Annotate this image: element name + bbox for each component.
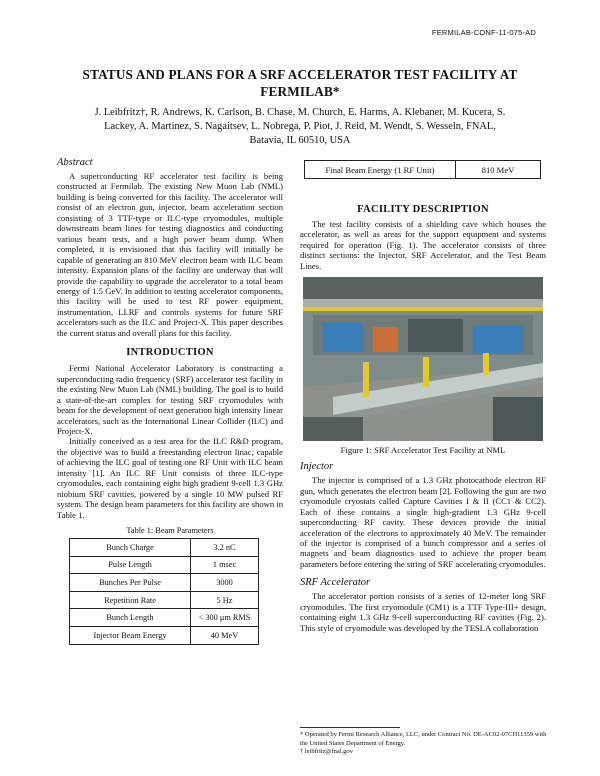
table-row	[70, 574, 259, 592]
table-cell-label: Final Beam Energy (1 RF Unit)	[305, 161, 456, 179]
introduction-paragraph: Fermi National Accelerator Laboratory is constructing a superconducting radio frequency (SRF) accelerator test facility in the existing New Muon Lab (NML) building. The goal is to build a state-of-the-art complex for testing SRF cryomodules with beam for the development of next generation high intensity linear accelerators, such as the International Linear Collider (ILC) and Project-X.	[57, 363, 283, 436]
photo-support-stand	[423, 357, 429, 387]
report-id: FERMILAB-CONF-11-075-AD	[431, 28, 536, 37]
table-row	[70, 591, 259, 609]
photo-equipment-rack	[323, 322, 363, 352]
table-cell-value: 5 Hz	[191, 591, 259, 609]
table-cell-label: Injector Beam Energy	[70, 627, 191, 645]
table-row	[70, 609, 259, 627]
photo-equipment	[373, 327, 398, 352]
table-cell-label: Bunch Length	[70, 609, 191, 627]
srf-accelerator-heading: SRF Accelerator	[300, 577, 371, 589]
left-column	[57, 156, 283, 645]
table-cell-value: 40 MeV	[191, 627, 259, 645]
author-affiliation: Batavia, IL 60510, USA	[249, 135, 351, 147]
beam-parameters-table-continued	[304, 160, 541, 179]
paper-title	[50, 66, 550, 100]
photo-support-stand	[363, 362, 369, 397]
author-line: Lackey, A. Martinez, S. Nagaitsev, L. Nobrega, P. Piot, J. Reid, M. Wendt, S. Wesseln, FNAL,	[104, 121, 496, 133]
photo-foreground-equipment	[493, 397, 543, 441]
beam-parameters-table	[69, 538, 259, 645]
table-cell-label: Pulse Length	[70, 556, 191, 574]
facility-heading: FACILITY DESCRIPTION	[357, 204, 489, 215]
injector-paragraph: The injector is comprised of a 1.3 GHz photocathode electron RF gun, which generates the electron beam [2]. Following the gun are two cryomodule cryostats called Capture Cavities I & II (CC1 & CC2). Each of these contains a single high-gradient 1.3 GHz 9-cell superconducting RF cavity. These devices provide the initial acceleration of the electrons to approximately 40 MeV. The remainder of the injector is comprised of a bunch compressor and a series of magnets and beam diagnostics used to achieve the proper beam parameters before entering the string of SRF accelerating cryomodules.	[300, 475, 546, 569]
table-caption: Table 1: Beam Parameters	[126, 526, 214, 536]
photo-equipment	[408, 319, 463, 352]
table-row	[70, 627, 259, 645]
table-cell-value: < 300 μm RMS	[191, 609, 259, 627]
author-list	[50, 106, 550, 149]
author-line: J. Leibfritz†, R. Andrews, K. Carlson, B. Chase, M. Church, E. Harms, A. Klebaner, M. Kucera, S.	[94, 107, 506, 118]
facility-photo	[303, 277, 543, 441]
table-row	[70, 539, 259, 557]
title-line: FERMILAB*	[260, 84, 340, 99]
title-line: STATUS AND PLANS FOR A SRF ACCELERATOR TEST FACILITY AT	[82, 67, 518, 82]
injector-heading: Injector	[300, 461, 334, 473]
facility-photo-illustration	[303, 277, 543, 441]
table-row	[305, 161, 541, 179]
photo-support-stand	[483, 353, 489, 375]
table-cell-value: 3.2 nC	[191, 539, 259, 557]
right-column	[300, 160, 546, 633]
table-row	[70, 556, 259, 574]
table-cell-value: 810 MeV	[456, 161, 541, 179]
introduction-paragraph: Initially conceived as a test area for the ILC R&D program, the objective was to build a freestanding electron linac, capable of achieving the ILC goal of testing one RF Unit with ILC beam intensity [1]. An ILC RF Unit consists of three ILC-type cryomodules, each containing eight high gradient 9-cell 1.3 GHz niobium SRF cavities, powered by a single 10 MW pulsed RF system. The design beam parameters for this facility are shown in Table 1.	[57, 436, 283, 520]
photo-equipment-rack	[473, 325, 523, 353]
introduction-heading: INTRODUCTION	[126, 347, 214, 359]
figure-caption: Figure 1: SRF Accelerator Test Facility at NML	[340, 445, 506, 456]
abstract-heading: Abstract	[57, 157, 93, 168]
table-cell-label: Repetition Rate	[70, 591, 191, 609]
srf-accelerator-paragraph: The accelerator portion consists of a series of 12-meter long SRF cryomodules. The first cryomodule (CM1) is a TTF Type-III+ design, containing eight 1.3 GHz 9-cell superconducting RF cavities (Fig. 2). This style of cryomodule was developed by the TESLA collaboration	[300, 591, 546, 633]
table-cell-label: Bunches Per Pulse	[70, 574, 191, 592]
table-cell-value: 3000	[191, 574, 259, 592]
table-cell-label: Bunch Charge	[70, 539, 191, 557]
footnote-divider	[300, 727, 400, 728]
footnotes	[300, 731, 548, 757]
footnote: * Operated by Fermi Research Alliance, LLC, under Contract No. DE-AC02-07CH11359 with the United States Department of Energy.	[300, 731, 547, 747]
photo-crane-beam	[303, 307, 543, 311]
table-cell-value: 1 msec	[191, 556, 259, 574]
photo-crane-rail	[303, 299, 543, 307]
abstract-text: A superconducting RF accelerator test facility is being constructed at Fermilab. The existing New Muon Lab (NML) building is being converted for this facility. The accelerator will consist of an electron gun, injector, beam acceleration section consisting of 3 TTF-type or ILC-type cryomodules, multiple downstream beam lines for testing diagnostics and conducting various beam tests, and a high power beam dump. When completed, it is envisioned that this facility will initially be capable of generating an 810 MeV electron beam with ILC beam intensity. Expansion plans of the facility are underway that will provide the capability to upgrade the accelerator to a total beam energy of 1.5 GeV. In addition to testing accelerator components, this facility will be used to test RF power equipment, instrumentation, LLRF and controls systems for future SRF accelerators such as the ILC and Project-X. This paper describes the current status and overall plans for this facility.	[57, 171, 283, 338]
facility-paragraph: The test facility consists of a shielding cave which houses the accelerator, as well as areas for the support equipment and systems required for operation (Fig. 1). The accelerator consists of three distinct sections: the Injector, SRF Accelerator, and the Test Beam Lines.	[300, 219, 546, 271]
footnote: † leibfritz@fnal.gov	[300, 748, 353, 755]
photo-foreground-equipment	[303, 417, 363, 441]
